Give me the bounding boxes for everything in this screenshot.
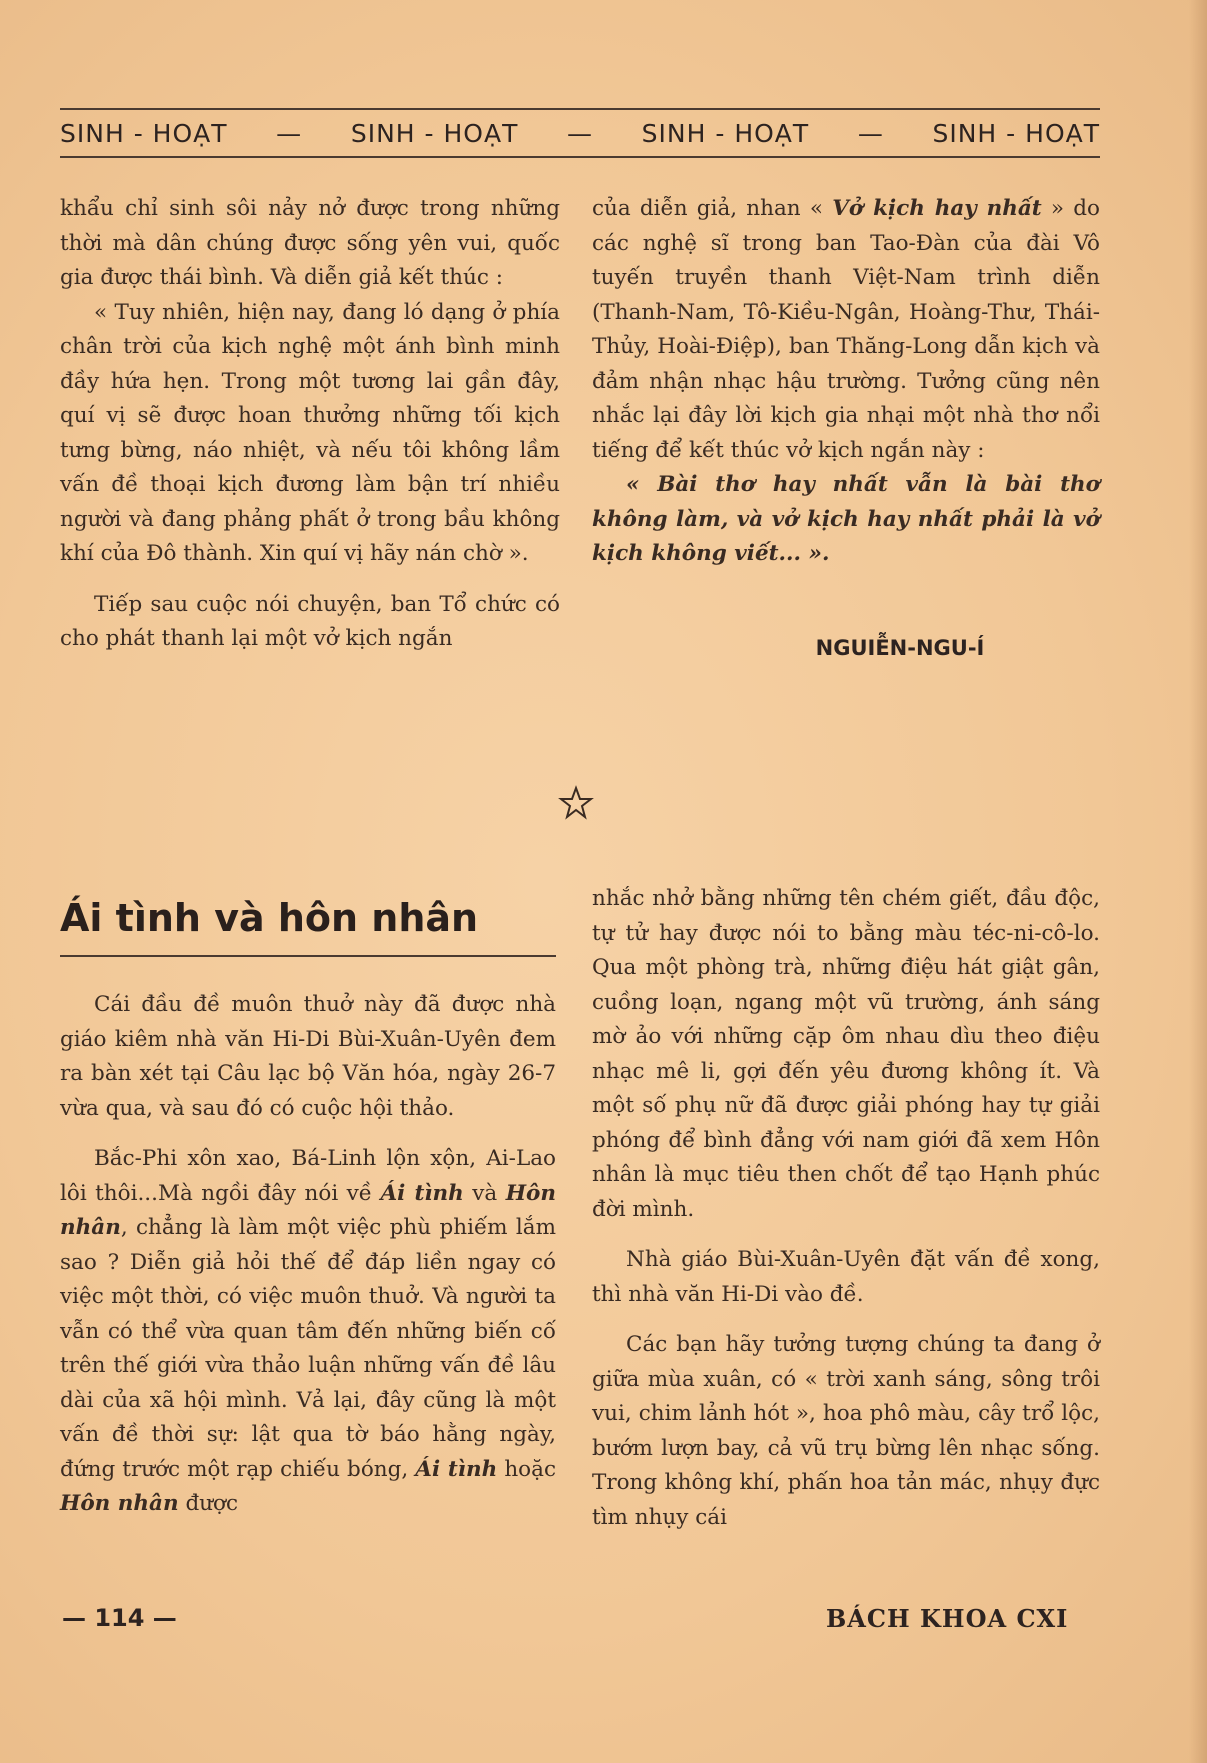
paragraph: Nhà giáo Bùi-Xuân-Uyên đặt vấn đề xong, thì nhà văn Hi-Di vào đề. [592,1247,1100,1307]
paragraph: Các bạn hãy tưởng tượng chúng ta đang ở giữa mùa xuân, có « trời xanh sáng, sông trôi vui, chim lảnh hót », hoa phô màu, cây trổ lộc, bướm lượn bay, cả vũ trụ bừng lên nhạc sống. Trong không khí, phấn hoa tản mác, nhụy đực tìm nhụy cái [592,1332,1100,1530]
paragraph: khẩu chỉ sinh sôi nảy nở được trong những thời mà dân chúng được sống yên vui, quốc gia được thái bình. Và diễn giả kết thúc : [60,196,560,290]
play-title: Vở kịch hay nhất [832,196,1042,221]
text-run: Bắc-Phi xôn xao, Bá-Linh lộn xộn, Ai-Lao lôi thôi...Mà ngồi đây nói về [60,1146,556,1206]
closing-quote: « Bài thơ hay nhất vẫn là bài thơ không làm, và vở kịch hay nhất phải là vở kịch không viết... ». [592,472,1100,566]
section-header [60,108,1100,158]
page-number: — 114 — [62,1604,177,1632]
header-separator: — [857,118,884,148]
left-column-article [60,988,556,1522]
paragraph: Cái đầu đề muôn thuở này đã được nhà giáo kiêm nhà văn Hi-Di Bùi-Xuân-Uyên đem ra bàn xét tại Câu lạc bộ Văn hóa, ngày 26-7 vừa qua, và sau đó có cuộc hội thảo. [60,992,556,1121]
text-run: được [178,1491,239,1516]
quoted-paragraph: « Tuy nhiên, hiện nay, đang ló dạng ở phía chân trời của kịch nghệ một ánh bình minh đầy hứa hẹn. Trong một tương lai gần đây, quí vị sẽ được hoan thưởng những tối kịch tưng bừng, náo nhiệt, và nếu tôi không lầm vấn đề thoại kịch đương làm bận trí nhiều người và đang phảng phất ở trong bầu không khí của Đô thành. Xin quí vị hãy nán chờ ». [60,299,560,566]
text-run: của diễn giả, nhan « [592,196,833,221]
paragraph: Tiếp sau cuộc nói chuyện, ban Tổ chức có cho phát thanh lại một vở kịch ngắn [60,591,560,651]
paragraph [60,1142,556,1522]
star-ornament-icon [558,785,594,821]
article-title: Ái tình và hôn nhân [60,896,479,940]
emphasis: Ái tình [415,1456,498,1482]
header-section-1: SINH - HOẠT [60,118,228,148]
emphasis: Hôn nhân [60,1491,179,1516]
publication-name: BÁCH KHOA CXI [826,1604,1069,1633]
left-column-top [60,192,560,657]
text-run: » do các nghệ sĩ trong ban Tao-Đàn của đài Vô tuyến truyền thanh Việt-Nam trình diễn (Thanh-Nam, Tô-Kiều-Ngân, Hoàng-Thư, Thái-Thủy, Hoài-Điệp), ban Thăng-Long dẫn kịch và đảm nhận nhạc hậu trường. Tưởng cũng nên nhắc lại đây lời kịch gia nhại một nhà thơ nổi tiếng để kết thúc vở kịch ngắn này : [592,196,1100,463]
text-run: , chẳng là làm một việc phù phiếm lắm sao ? Diễn giả hỏi thế để đáp liền ngay có việc một thời, có việc muôn thuở. Và người ta vẫn có thể vừa quan tâm đến những biến cố trên thế giới vừa thảo luận những vấn đề lâu dài của xã hội mình. Vả lại, đây cũng là một vấn đề thời sự: lật qua tờ báo hằng ngày, đứng trước một rạp chiếu bóng, [60,1215,556,1482]
header-section-2: SINH - HOẠT [350,118,519,148]
right-column-top [592,192,1100,572]
header-separator: — [276,118,303,148]
text-run: và [463,1180,506,1206]
title-divider [60,955,556,957]
text-run: hoặc [497,1456,556,1482]
paragraph [592,192,1100,468]
emphasis: Hôn nhân [60,1180,556,1240]
header-separator: — [567,118,593,148]
emphasis: Ái tình [380,1180,464,1206]
right-column-article [592,882,1100,1535]
header-section-4: SINH - HOẠT [932,118,1100,148]
author-signature: NGUIỄN-NGU-Í [815,636,985,660]
paragraph: nhắc nhở bằng những tên chém giết, đầu độc, tự tử hay được nói to bằng màu téc-ni-cô-lo. Qua một phòng trà, những điệu hát giật gân, cuồng loạn, ngang một vũ trường, ánh sáng mờ ảo với những cặp ôm nhau dìu theo điệu nhạc mê li, gợi đến yêu đương không ít. Và một số phụ nữ đã được giải phóng hay tự giải phóng để bình đẳng với nam giới đã xem Hôn nhân là mục tiêu then chốt để tạo Hạnh phúc đời mình. [592,886,1100,1222]
paper-edge-shadow [1189,0,1207,1763]
header-section-3: SINH - HOẠT [641,118,810,148]
